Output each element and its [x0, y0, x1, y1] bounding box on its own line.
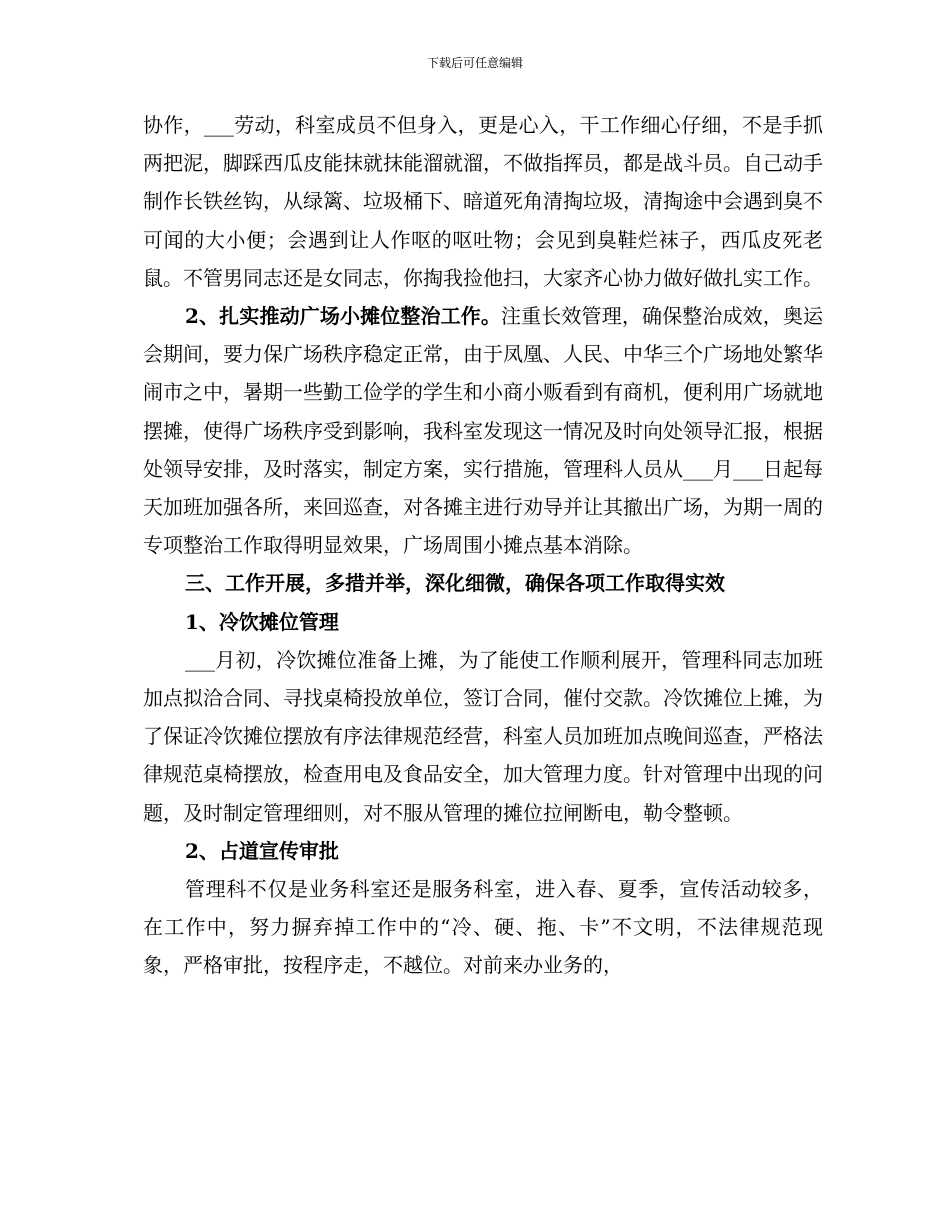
paragraph-text: 注重长效管理，确保整治成效，奥运会期间，要力保广场秩序稳定正常，由于凤凰、人民、中华三个广场地处繁华闹市之中，暑期一些勤工俭学的学生和小商小贩看到有商机，便利用广场就地摆摊，使得广场秩序受到影响，我科室发现这一情况及时向处领导汇报，根据处领导安排，及时落实，制定方案，实行措施，管理科人员从___月___日起每天加班加强各所，来回巡查，对各摊主进行劝导并让其撤出广场，为期一周的专项整治工作取得明显效果，广场周围小摊点基本消除。: [143, 304, 824, 558]
paragraph-lead: 2、扎实推动广场小摊位整治工作。: [185, 304, 502, 329]
paragraph-text: 管理科不仅是业务科室还是服务科室，进入春、夏季，宣传活动较多，在工作中，努力摒弃掉工作中的“冷、硬、拖、卡”不文明，不法律规范现象，严格审批，按程序走，不越位。对前来办业务的，: [143, 877, 823, 978]
paragraph-cold-drink: [143, 641, 823, 832]
paragraph-1: [143, 106, 823, 297]
paragraph-text: ___月初，冷饮摊位准备上摊，为了能使工作顺利展开，管理科同志加班加点拟洽合同、寻找桌椅投放单位，签订合同，催付交款。冷饮摊位上摊，为了保证冷饮摊位摆放有序法律规范经营，科室人员加班加点晚间巡查，严格法律规范桌椅摆放，检查用电及食品安全，加大管理力度。针对管理中出现的问题，及时制定管理细则，对不服从管理的摊位拉闸断电，勒令整顿。: [143, 647, 823, 825]
section-heading-3: 三、工作开展，多措并举，深化细微，确保各项工作取得实效: [185, 571, 725, 596]
paragraph-2: [143, 297, 823, 564]
document-body: [143, 106, 823, 985]
subheading-road-publicity-approval: 2、占道宣传审批: [185, 838, 339, 863]
page-header: 下载后可任意编辑: [426, 56, 523, 70]
subheading-cold-drink-stall: 1、冷饮摊位管理: [185, 609, 339, 634]
paragraph-text: 协作，___劳动，科室成员不但身入，更是心入，干工作细心仔细，不是手抓两把泥，脚踩西瓜皮能抹就抹能溜就溜，不做指挥员，都是战斗员。自己动手制作长铁丝钩，从绿篱、垃圾桶下、暗道死角清掏垃圾，清掏途中会遇到臭不可闻的大小便；会遇到让人作呕的呕吐物；会见到臭鞋烂袜子，西瓜皮死老鼠。不管男同志还是女同志，你掏我捡他扫，大家齐心协力做好做扎实工作。: [143, 113, 823, 290]
paragraph-publicity: [143, 870, 823, 985]
